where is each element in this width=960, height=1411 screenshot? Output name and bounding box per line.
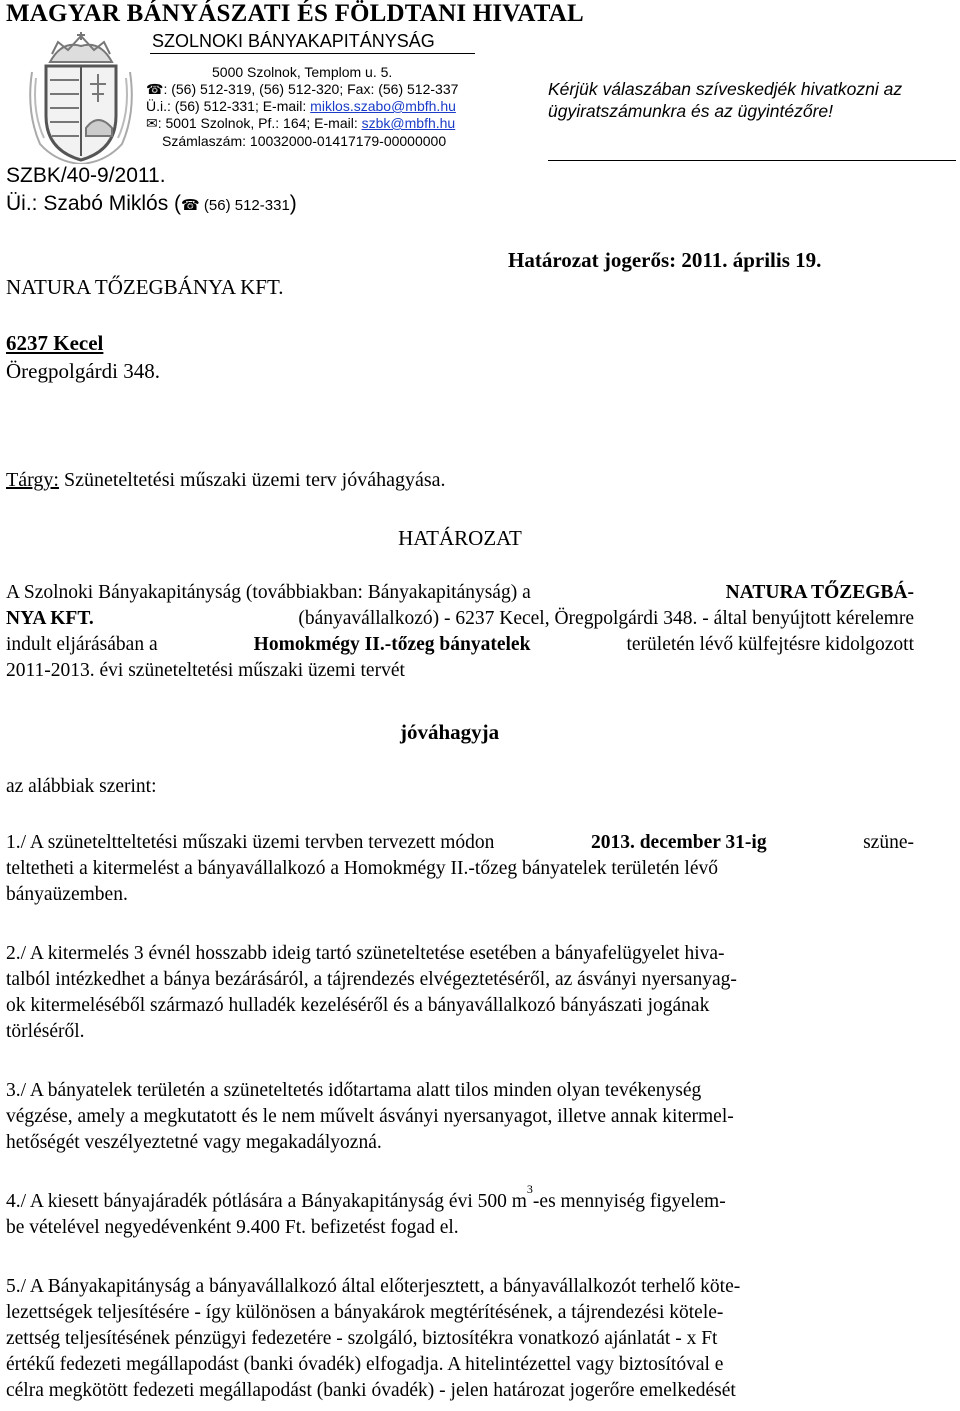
point-2: 2./ A kitermelés 3 évnél hosszabb ideig tartó szüneteltetése esetében a bányafelügyelet hiva- talból intézkedhet a bánya bezárásáról, a tájrendezés elvégeztetéséről, az ásványi nyersanyag- ok kitermeléséből származó hulladék kezeléséről és a bányavállalkozó bányászati jogának törléséről. [6, 943, 737, 1042]
authority-title: MAGYAR BÁNYÁSZATI ÉS FÖLDTANI HIVATAL [6, 0, 584, 27]
point-3: 3./ A bányatelek területén a szüneteltetés időtartama alatt tilos minden olyan tevékenység végzése, amely a megkutatott és le nem művelt ásványi nyersanyagot, illetve annak kitermel- hetőségét veszélyeztetné vagy megakadályozná. [6, 1080, 734, 1153]
contact-email-link[interactable]: miklos.szabo@mbfh.hu [310, 98, 456, 114]
sub-authority-title: SZOLNOKI BÁNYAKAPITÁNYSÁG [152, 31, 435, 51]
coat-of-arms-icon [22, 32, 140, 164]
point-5: 5./ A Bányakapitányság a bányavállalkozó által előterjesztett, a bányavállalkozót terhelő köte- lezettségek teljesítésére - így különösen a bányakárok megtérítésének, a tájrendezési kötele- zettség teljesítésének pénzügyi fedezetére - szolgáló, biztosítékra vonatkozó ajánlatát - x Ft értékű fedezeti megállapodást (banki óvadék) elfogadja. A hitelintézettel vagy biztosítóval e célra megkötött fedezeti megállapodást (banki óvadék) - jelen határozat jogerőre emelkedését [6, 1276, 741, 1401]
phone-icon: ☎ [146, 81, 164, 97]
decision-verb: jóváhagyja [400, 720, 500, 744]
as-follows: az alábbiak szerint: [6, 776, 157, 797]
intro-paragraph: A Szolnoki Bányakapitányság (továbbiakban: Bányakapitányság) a NATURA TŐZEGBÁ- NYA KFT. (bányavállalkozó) - 6237 Kecel, Öregpolgárdi 348. - által benyújtott kérelemre indult eljárásában a Homokmégy II.-tőzeg bányatelek területén lévő külfejtésre kidolgozott 2011-2013. évi szüneteltetési műszaki üzemi tervét [6, 582, 914, 681]
finality-notice: Határozat jogerős: 2011. április 19. [508, 248, 822, 272]
address-line: 5000 Szolnok, Templom u. 5. [212, 64, 393, 80]
envelope-icon: ✉ [146, 115, 158, 131]
decision-heading: HATÁROZAT [398, 526, 522, 550]
office-email-link[interactable]: szbk@mbfh.hu [361, 115, 456, 131]
point-1: 1./ A szüneteltteltetési műszaki üzemi tervben tervezett módon 2013. december 31-ig szüne- teltetheti a kitermelést a bányavállalkozó a Homokmégy II.-tőzeg bányatelek területén lévő bányaüzemben. [6, 832, 914, 905]
contact-line: Ü.i.: (56) 512-331; E-mail: miklos.szabo@mbfh.hu [146, 98, 456, 114]
header-rule [548, 160, 956, 161]
postal-line: ✉: 5001 Szolnok, Pf.: 164; E-mail: szbk@mbfh.hu [146, 115, 456, 131]
recipient-name: NATURA TŐZEGBÁNYA KFT. [6, 275, 284, 299]
phone-icon: ☎ [181, 197, 200, 214]
recipient-city: 6237 Kecel [6, 331, 104, 355]
case-handler: Üi.: Szabó Miklós (☎ (56) 512-331) [6, 192, 297, 215]
case-number: SZBK/40-9/2011. [6, 164, 166, 187]
subject-line: Tárgy: Szüneteltetési műszaki üzemi terv jóváhagyása. [6, 469, 446, 491]
subject-label: Tárgy: [6, 469, 59, 491]
request-note: Kérjük válaszában szíveskedjék hivatkozni az ügyiratszámunkra és az ügyintézőre! [548, 79, 903, 121]
header-underline [150, 53, 475, 54]
point-4: 4./ A kiesett bányajáradék pótlására a Bányakapitányság évi 500 m 3 -es mennyiség figyelem- be vételével negyedévenként 9.400 Ft. befizetést fogad el. [6, 1182, 726, 1238]
phone-line: ☎: (56) 512-319, (56) 512-320; Fax: (56) 512-337 [146, 81, 459, 97]
account-number: Számlaszám: 10032000-01417179-00000000 [162, 133, 447, 149]
recipient-street: Öregpolgárdi 348. [6, 359, 160, 383]
